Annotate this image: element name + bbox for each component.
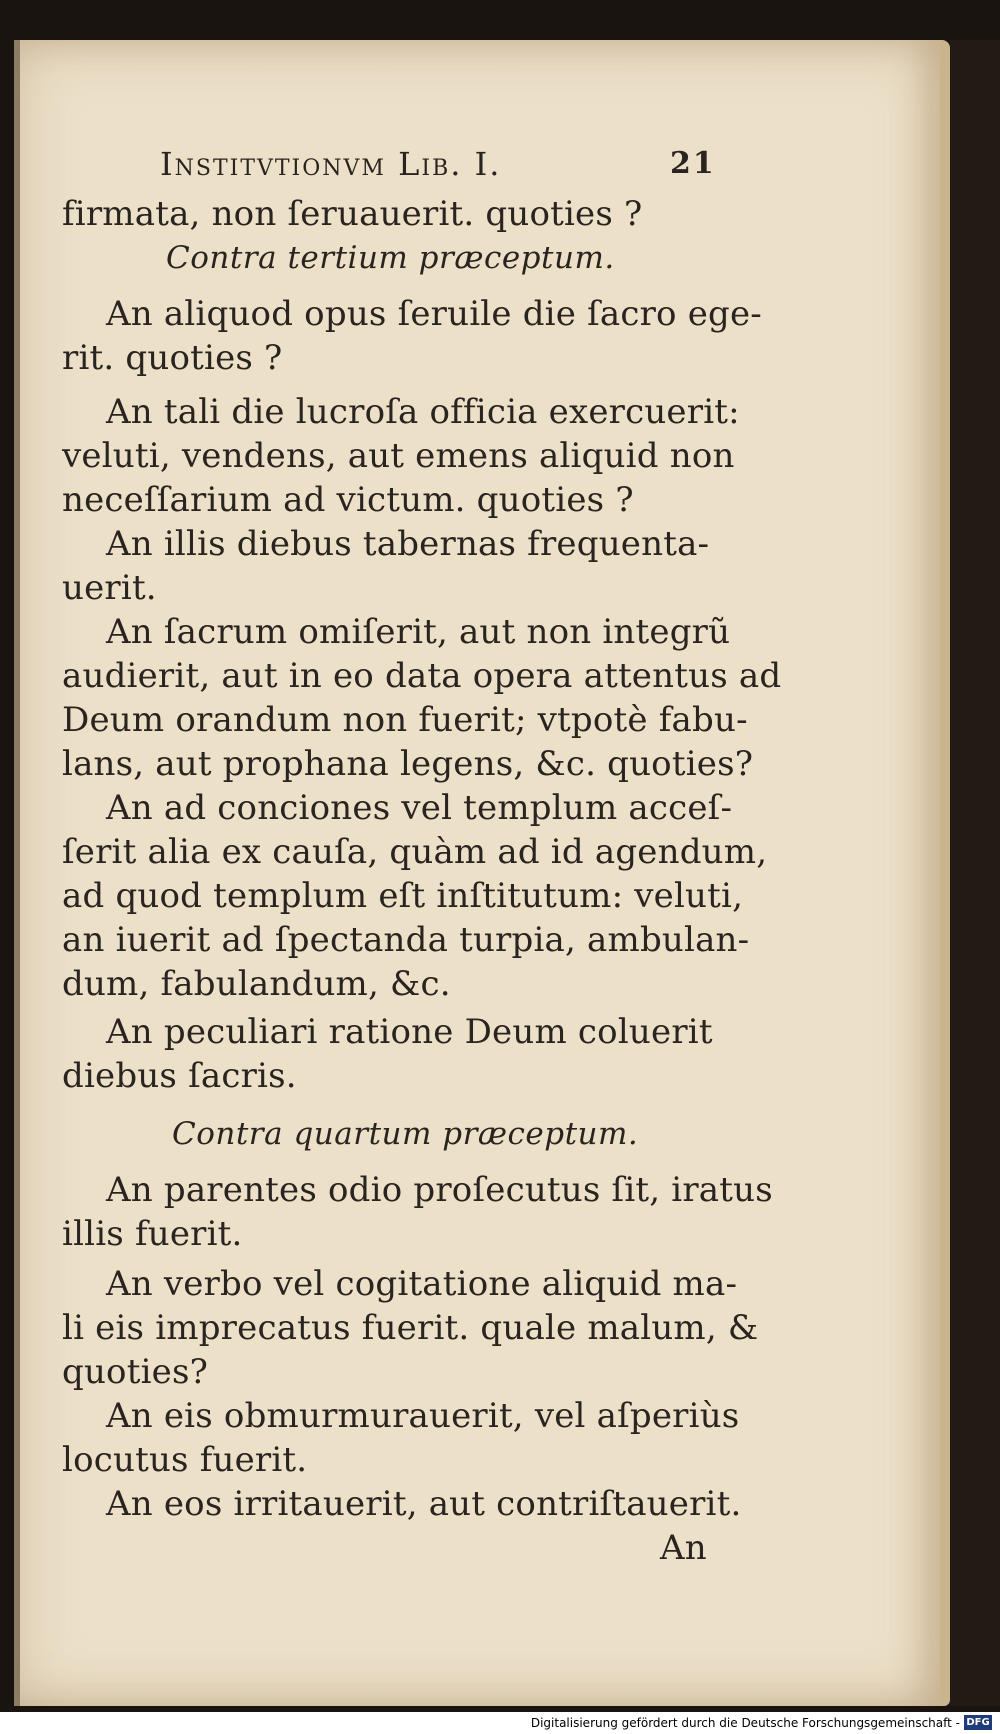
text-line: veluti, vendens, aut emens aliquid non xyxy=(62,436,735,476)
text-line: neceſſarium ad victum. quoties ? xyxy=(62,480,634,520)
footer-credit: Digitalisierung gefördert durch die Deutsche Forschungsgemeinschaft - xyxy=(530,1716,960,1730)
text-line: dum, fabulandum, &c. xyxy=(62,964,451,1004)
text-line: An eos irritauerit, aut contriſtauerit. xyxy=(106,1484,742,1524)
text-line: Deum orandum non fuerit; vtpotè fabu- xyxy=(62,700,748,740)
text-line: An peculiari ratione Deum coluerit xyxy=(106,1012,713,1052)
footer-bar xyxy=(0,1712,1000,1734)
text-line: uerit. xyxy=(62,568,157,608)
catchword: An xyxy=(660,1528,707,1568)
text-line: audierit, aut in eo data opera attentus ad xyxy=(62,656,782,696)
section-heading-third-commandment: Contra tertium præceptum. xyxy=(166,240,615,276)
background-right xyxy=(950,40,1000,1706)
text-line: ſerit alia ex cauſa, quàm ad id agendum, xyxy=(62,832,768,872)
text-line: lans, aut prophana legens, &c. quoties? xyxy=(62,744,754,784)
section-heading-fourth-commandment: Contra quartum præceptum. xyxy=(172,1116,639,1152)
text-line: An eis obmurmurauerit, vel aſperiùs xyxy=(106,1396,740,1436)
dfg-logo-icon: DFG xyxy=(964,1715,992,1730)
page-number: 21 xyxy=(670,146,716,181)
running-title: Institvtionvm Lib. I. xyxy=(160,145,502,183)
text-line: An tali die lucroſa officia exercuerit: xyxy=(106,392,740,432)
text-line: An ſacrum omiſerit, aut non integrũ xyxy=(106,612,731,652)
text-line: An parentes odio proſecutus ſit, iratus xyxy=(106,1170,773,1210)
text-line: firmata, non ſeruauerit. quoties ? xyxy=(62,194,643,234)
text-line: An verbo vel cogitatione aliquid ma- xyxy=(106,1264,738,1304)
text-line: quoties? xyxy=(62,1352,209,1392)
text-line: li eis imprecatus fuerit. quale malum, & xyxy=(62,1308,759,1348)
text-line: An ad conciones vel templum acceſ- xyxy=(106,788,733,828)
text-line: An illis diebus tabernas frequenta- xyxy=(106,524,710,564)
text-line: An aliquod opus ſeruile die ſacro ege- xyxy=(106,294,762,334)
text-line: rit. quoties ? xyxy=(62,338,283,378)
text-line: illis fuerit. xyxy=(62,1214,243,1254)
text-line: an iuerit ad ſpectanda turpia, ambulan- xyxy=(62,920,750,960)
text-line: diebus ſacris. xyxy=(62,1056,297,1096)
page-binding-edge xyxy=(14,40,20,1706)
text-line: locutus fuerit. xyxy=(62,1440,308,1480)
text-line: ad quod templum eſt inſtitutum: veluti, xyxy=(62,876,744,916)
